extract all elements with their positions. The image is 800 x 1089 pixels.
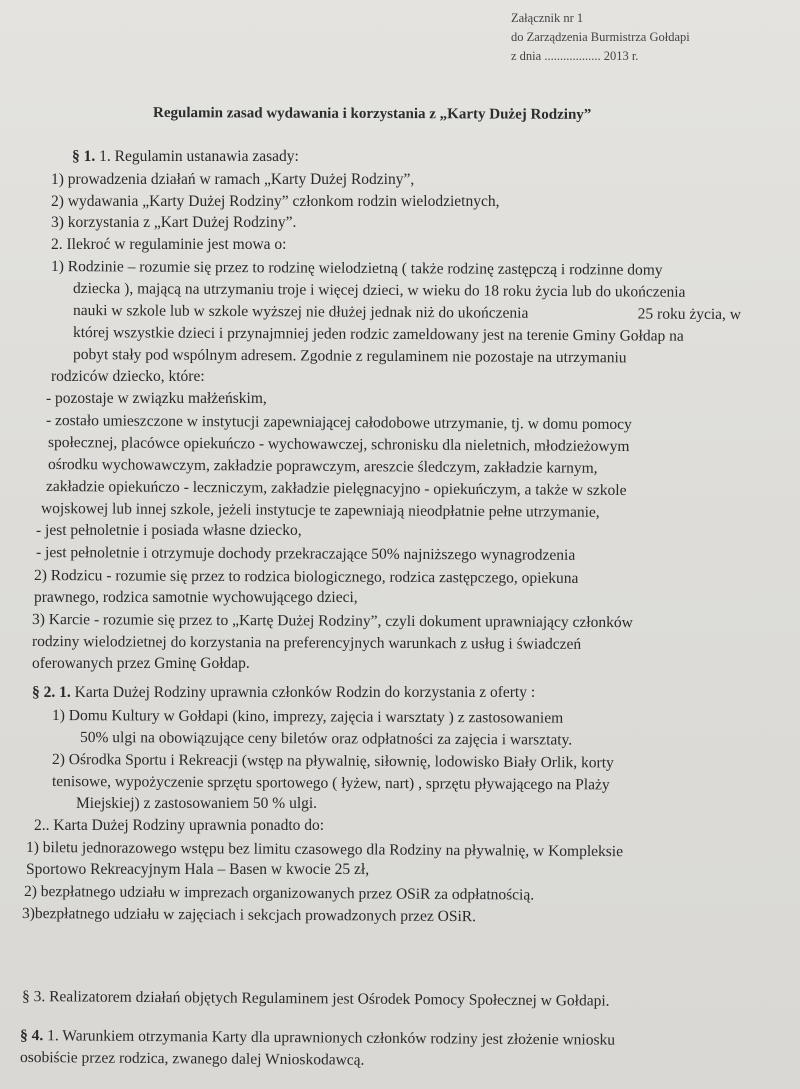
offer-2-line-3: Miejskiej) z zastosowaniem 50 % ulgi. — [76, 795, 318, 812]
section-2-intro-text: Karta Dużej Rodziny uprawnia członków Rodzin do korzystania z oferty : — [70, 684, 536, 701]
offer-2-line-2: tenisowe, wypożyczenie sprzętu sportowego ( łyżew, nart) , sprzętu pływającego na Plaży — [51, 773, 610, 794]
annex-line-1: Załącznik nr 1 — [511, 11, 584, 25]
annex-line-3: z dnia .................. 2013 r. — [511, 49, 639, 63]
definition-1-bullet-1: - pozostaje w związku małżeńskim, — [46, 390, 267, 407]
definition-1-line-1: 1) Rodzinie – rozumie się przez to rodzinę wielodzietną ( także rodzinę zastępczą i rodzinne domy — [50, 258, 663, 279]
section-1-intro-text: 1. Regulamin ustanawia zasady: — [95, 148, 299, 165]
section-3: § 3. Realizatorem działań objętych Regulaminem jest Ośrodek Pomocy Społecznej w Gołdapi. — [21, 988, 610, 1010]
section-1-item-3: 3) korzystania z „Kart Dużej Rodziny”. — [51, 214, 297, 231]
section-2-mark: § 2. 1. — [32, 684, 71, 701]
definition-1-bullet-3: - jest pełnoletnie i posiada własne dziecko, — [36, 522, 302, 539]
definition-1-bullet-2-line-4: zakładzie opiekuńczo - leczniczym, zakładzie pielęgnacyjno - opiekuńczym, a także w szkole — [45, 478, 627, 500]
definitions-intro: 2. Ilekroć w regulaminie jest mowa o: — [51, 236, 287, 253]
definition-3-line-3: oferowanych przez Gminę Gołdap. — [32, 655, 250, 672]
definition-2-line-2: prawnego, rodzica samotnie wychowującego dzieci, — [34, 589, 358, 606]
definition-1-line-3-right: 25 roku życia, w — [637, 305, 742, 324]
definition-1-line-3 — [73, 302, 741, 324]
definition-1-line-2: dziecka ), mającą na utrzymaniu troje i więcej dzieci, w wieku do 18 roku życia lub do ukończenia — [72, 280, 686, 301]
definition-1-bullet-2-line-1: - zostało umieszczone w instytucji zapewniającej całodobowe utrzymanie, tj. w domu pomocy — [45, 412, 632, 434]
definition-3-line-1: 3) Karcie - rozumie się przez to „Kartę Dużej Rodziny”, czyli dokument uprawniający członków — [31, 611, 633, 632]
section-1-mark: § 1. — [72, 148, 96, 165]
section-4-mark: § 4. — [19, 1027, 44, 1045]
annex-line-2: do Zarządzenia Burmistrza Gołdapi — [511, 30, 690, 44]
section-4-line-1 — [20, 1027, 615, 1050]
section-4-line-2: osobiście przez rodzica, zwanego dalej Wnioskodawcą. — [19, 1049, 365, 1069]
definition-1-line-3-left: nauki w szkole lub w szkole wyższej nie dłużej jednak niż do ukończenia — [72, 302, 529, 322]
offer-1-line-2: 50% ulgi na obowiązujące ceny biletów oraz odpłatności za zajęcia i warsztaty. — [79, 729, 573, 749]
definition-3-line-2: rodziny wielodzietnej do korzystania na preferencyjnych warunkach z usług i świadczeń — [31, 633, 582, 653]
entitlement-2: 2) bezpłatnego udziału w imprezach organizowanych przez OSiR za odpłatnością. — [23, 883, 535, 904]
section-2-paragraph-2-intro: 2.. Karta Dużej Rodziny uprawnia ponadto do: — [34, 817, 325, 834]
entitlement-1-line-1: 1) biletu jednorazowego wstępu bez limitu czasowego dla Rodziny na pływalnię, w Kompleksie — [25, 839, 624, 861]
definition-1-line-4: której wszystkie dzieci i przynajmniej jeden rodzic zameldowany jest na terenie Gminy Gołdap na — [72, 324, 684, 345]
definition-2-line-1: 2) Rodzicu - rozumie się przez to rodzica biologicznego, rodzica zastępczego, opiekuna — [33, 567, 579, 587]
section-1-item-2: 2) wydawania „Karty Dużej Rodziny” członkom rodzin wielodzietnych, — [51, 193, 500, 210]
section-4-line-1-text: 1. Warunkiem otrzymania Karty dla uprawnionych członków rodziny jest złożenie wniosku — [43, 1027, 616, 1049]
offer-1-line-1: 1) Domu Kultury w Gołdapi (kino, imprezy, zajęcia i warsztaty ) z zastosowaniem — [51, 707, 564, 727]
definition-1-line-5: pobyt stały pod wspólnym adresem. Zgodnie z regulaminem nie pozostaje na utrzymaniu — [72, 346, 627, 367]
definition-1-bullet-2-line-5: wojskowej lub innej szkole, jeżeli instytucje te zapewniają nieodpłatnie pełne utrzymanie, — [40, 500, 600, 521]
definition-1-bullet-2-line-3: ośrodku wychowawczym, zakładzie poprawczym, areszcie śledczym, zakładzie karnym, — [47, 456, 598, 477]
document-title: Regulamin zasad wydawania i korzystania z „Karty Dużej Rodziny” — [152, 105, 592, 123]
section-2-intro — [32, 684, 535, 702]
definition-1-bullet-4: - jest pełnoletnie i otrzymuje dochody przekraczające 50% najniższego wynagrodzenia — [35, 544, 576, 564]
entitlement-3: 3)bezpłatnego udziału w zajęciach i sekcjach prowadzonych przez OSiR. — [21, 905, 477, 926]
definition-1-bullet-2-line-2: społecznej, placówce opiekuńczo - wychowawczej, schronisku dla nieletnich, młodzieżowym — [47, 434, 630, 456]
entitlement-1-line-2: Sportowo Rekreacyjnym Hala – Basen w kwocie 25 zł, — [26, 861, 370, 878]
section-1-item-1: 1) prowadzenia działań w ramach „Karty Dużej Rodziny”, — [51, 171, 415, 188]
definition-1-line-6: rodziców dziecko, które: — [51, 368, 205, 385]
section-1-intro — [72, 148, 299, 166]
offer-2-line-1: 2) Ośrodka Sportu i Rekreacji (wstęp na pływalnię, siłownię, lodowisko Biały Orlik, korty — [51, 751, 614, 772]
